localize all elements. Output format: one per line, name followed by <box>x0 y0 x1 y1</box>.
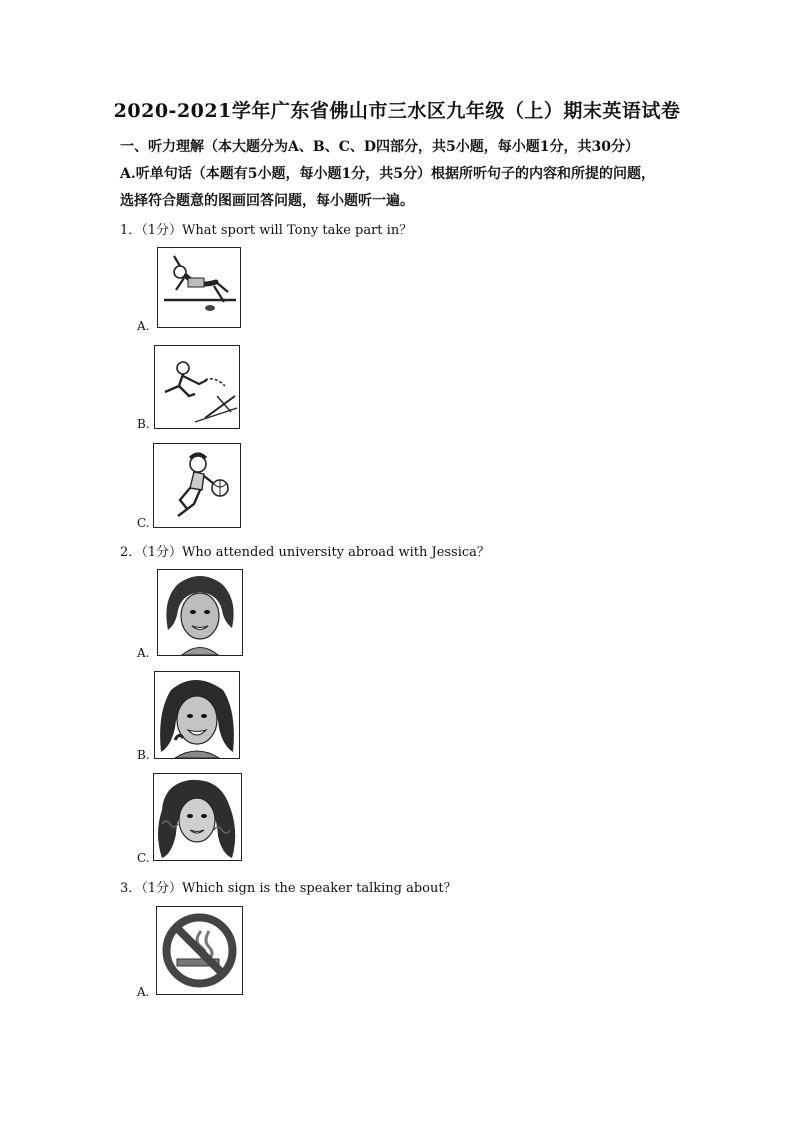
option-label: B. <box>137 417 150 431</box>
option-label: A. <box>137 985 150 999</box>
option-label: C. <box>137 516 150 530</box>
question-3-text: 3．（1分）Which sign is the speaker talking about？ <box>120 881 457 896</box>
question-2-text: 2．（1分）Who attended university abroad with Jessica？ <box>120 545 490 560</box>
section-heading-listening: 一、听力理解（本大题分为A、B、C、D四部分，共5小题，每小题1分，共30分） <box>120 139 639 155</box>
question-1-text: 1．（1分）What sport will Tony take part in？ <box>120 223 413 238</box>
high-jump-icon[interactable] <box>157 247 241 328</box>
option-label: B. <box>137 748 150 762</box>
option-label: A. <box>137 646 150 660</box>
option-label: A. <box>137 319 150 333</box>
woman-medium-hair-icon[interactable] <box>154 671 240 759</box>
section-a-instruction-line1: A.听单句话（本题有5小题，每小题1分，共5分）根据所听句子的内容和所提的问题， <box>120 166 655 182</box>
volleyball-player-icon[interactable] <box>153 443 241 528</box>
option-label: C. <box>137 851 150 865</box>
long-jump-icon[interactable] <box>154 345 240 429</box>
woman-long-curly-hair-icon[interactable] <box>153 773 242 861</box>
page-title: 2020-2021学年广东省佛山市三水区九年级（上）期末英语试卷 <box>113 100 681 122</box>
woman-short-curly-hair-icon[interactable] <box>157 569 243 656</box>
section-a-instruction-line2: 选择符合题意的图画回答问题，每小题听一遍。 <box>120 193 414 209</box>
no-smoking-sign-icon[interactable] <box>156 906 243 995</box>
